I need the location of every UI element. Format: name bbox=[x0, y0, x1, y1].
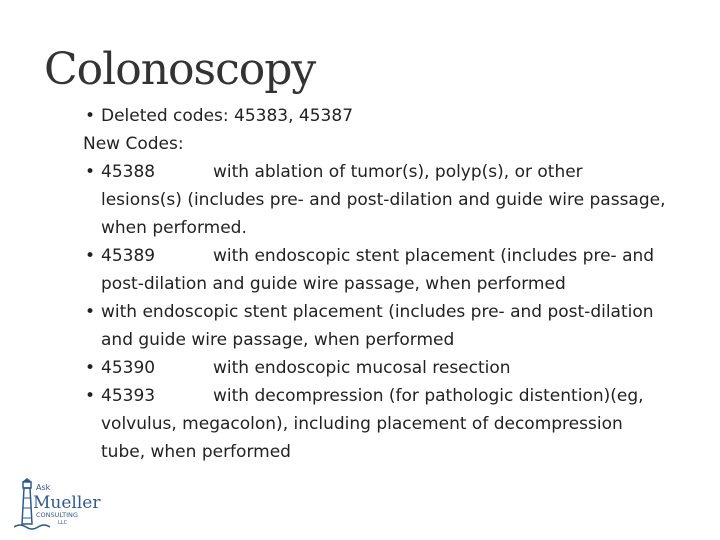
procedure-description-cont: post-dilation and guide wire passage, when performed bbox=[101, 274, 566, 294]
procedure-description: with ablation of tumor(s), polyp(s), or other bbox=[213, 162, 583, 182]
procedure-code: 45393 bbox=[101, 386, 156, 406]
deleted-codes-line: • Deleted codes: 45383, 45387 bbox=[83, 102, 703, 130]
logo-line1: Ask bbox=[36, 483, 51, 492]
list-item bbox=[83, 298, 703, 354]
slide-content bbox=[83, 102, 703, 466]
logo-line4: LLC bbox=[58, 520, 68, 526]
procedure-description: with endoscopic mucosal resection bbox=[213, 358, 511, 378]
list-item bbox=[83, 354, 703, 382]
company-logo bbox=[14, 478, 124, 530]
list-item bbox=[83, 158, 703, 242]
procedure-description-cont: and guide wire passage, when performed bbox=[101, 330, 455, 350]
procedure-code: 45389 bbox=[101, 246, 156, 266]
procedure-code: 45388 bbox=[101, 162, 156, 182]
list-item bbox=[83, 242, 703, 298]
procedure-description-cont: when performed. bbox=[101, 218, 247, 238]
procedure-description-cont: volvulus, megacolon), including placement of decompression bbox=[101, 414, 623, 434]
procedure-description: with endoscopic stent placement (includes pre- and post-dilation bbox=[101, 302, 654, 322]
new-codes-label: New Codes: bbox=[83, 134, 184, 154]
procedure-description: with endoscopic stent placement (includes pre- and bbox=[213, 246, 655, 266]
procedure-code: 45390 bbox=[101, 358, 156, 378]
logo-line2: Mueller bbox=[33, 493, 101, 513]
lighthouse-logo-icon bbox=[14, 478, 124, 530]
procedure-description-cont: lesions(s) (includes pre- and post-dilation and guide wire passage, bbox=[101, 190, 666, 210]
slide-title: Colonoscopy bbox=[44, 44, 316, 95]
procedure-description: with decompression (for pathologic distention)(eg, bbox=[213, 386, 644, 406]
logo-line3: CONSULTING bbox=[36, 511, 78, 519]
list-item bbox=[83, 382, 703, 466]
procedure-description-cont: tube, when performed bbox=[101, 442, 291, 462]
